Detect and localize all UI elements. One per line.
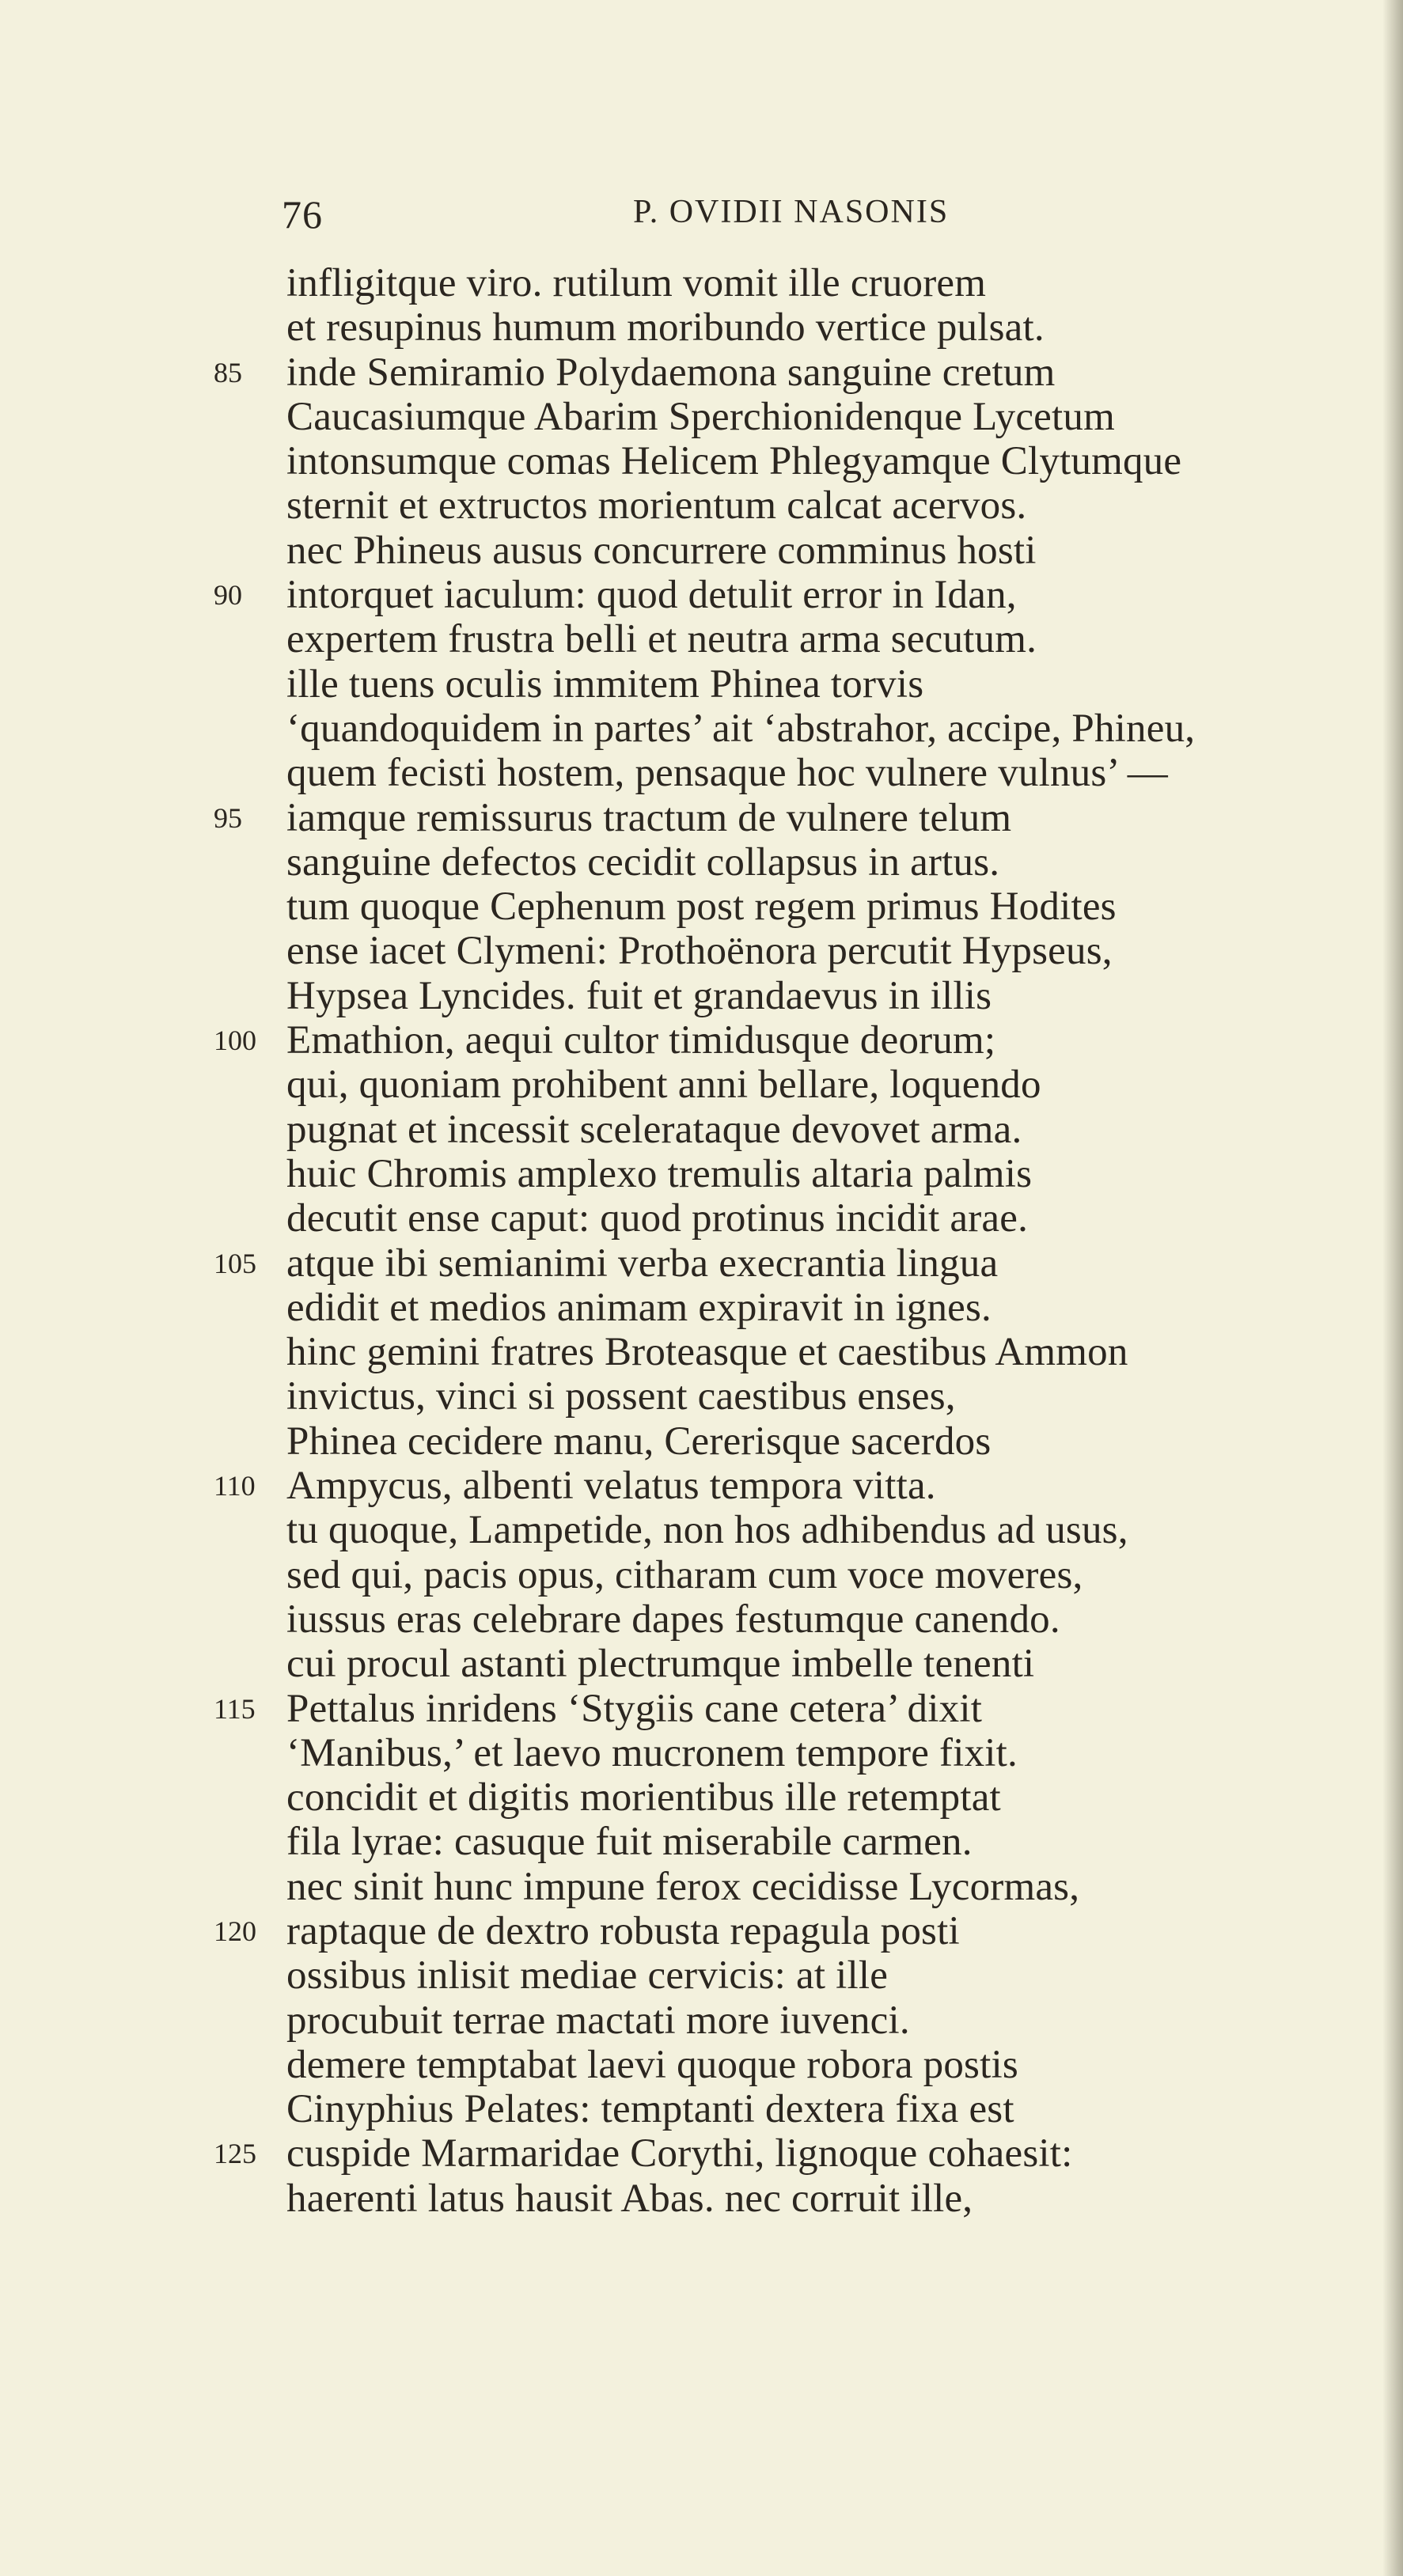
verse-line bbox=[0, 1687, 1403, 1731]
line-number: 105 bbox=[214, 1247, 256, 1279]
verse-text: nec sinit hunc impune ferox cecidisse Lycormas, bbox=[286, 1864, 1080, 1909]
verse-text: ossibus inlisit mediae cervicis: at ille bbox=[286, 1953, 889, 1998]
verse-text: sed qui, pacis opus, citharam cum voce moveres, bbox=[286, 1552, 1083, 1597]
verse-text: ‘quandoquidem in partes’ ait ‘abstrahor, accipe, Phineu, bbox=[286, 706, 1196, 751]
verse-text: Hypsea Lyncides. fuit et grandaevus in illis bbox=[286, 973, 992, 1018]
verse-line bbox=[0, 796, 1403, 840]
running-title: P. OVIDII NASONIS bbox=[633, 194, 950, 230]
verse-text: cuspide Marmaridae Corythi, lignoque cohaesit: bbox=[286, 2131, 1073, 2176]
verse-text: sanguine defectos cecidit collapsus in artus. bbox=[286, 839, 1000, 885]
verse-text: sternit et extructos morientum calcat acervos. bbox=[286, 483, 1027, 528]
line-number: 95 bbox=[214, 801, 242, 834]
verse-text: iamque remissurus tractum de vulnere telum bbox=[286, 795, 1012, 840]
line-number: 85 bbox=[214, 356, 242, 388]
verse-text: hinc gemini fratres Broteasque et caestibus Ammon bbox=[286, 1330, 1128, 1375]
verse-text: Ampycus, albenti velatus tempora vitta. bbox=[286, 1464, 936, 1509]
verse-text: concidit et digitis morientibus ille retemptat bbox=[286, 1775, 1001, 1820]
verse-line bbox=[0, 751, 1403, 795]
verse-line bbox=[0, 885, 1403, 929]
verse-line bbox=[0, 1820, 1403, 1864]
verse-text: invictus, vinci si possent caestibus enses, bbox=[286, 1374, 956, 1419]
verse-line bbox=[0, 707, 1403, 751]
line-number: 115 bbox=[214, 1692, 256, 1725]
verse-line bbox=[0, 1597, 1403, 1642]
verse-text: Emathion, aequi cultor timidusque deorum; bbox=[286, 1018, 996, 1063]
verse-text: fila lyrae: casuque fuit miserabile carmen. bbox=[286, 1820, 973, 1865]
verse-text: expertem frustra belli et neutra arma secutum. bbox=[286, 617, 1037, 662]
verse-line bbox=[0, 1152, 1403, 1196]
verse-line bbox=[0, 840, 1403, 885]
verse-text: cui procul astanti plectrumque imbelle tenenti bbox=[286, 1642, 1035, 1687]
line-number: 110 bbox=[214, 1470, 256, 1502]
verse-line bbox=[0, 974, 1403, 1018]
verse-text: intonsumque comas Helicem Phlegyamque Clytumque bbox=[286, 439, 1182, 484]
verse-text: tum quoque Cephenum post regem primus Hodites bbox=[286, 885, 1117, 930]
verse-line bbox=[0, 1419, 1403, 1464]
verse-text: edidit et medios animam expiravit in ignes. bbox=[286, 1285, 992, 1330]
verse-block bbox=[0, 261, 1403, 2221]
page-number: 76 bbox=[282, 192, 323, 237]
verse-text: qui, quoniam prohibent anni bellare, loquendo bbox=[286, 1063, 1041, 1108]
verse-text: intorquet iaculum: quod detulit error in Idan, bbox=[286, 573, 1017, 618]
verse-text: huic Chromis amplexo tremulis altaria palmis bbox=[286, 1151, 1033, 1196]
verse-line bbox=[0, 573, 1403, 617]
verse-line bbox=[0, 2131, 1403, 2176]
verse-text: pugnat et incessit scelerataque devovet arma. bbox=[286, 1107, 1022, 1152]
verse-line bbox=[0, 662, 1403, 707]
verse-line bbox=[0, 1330, 1403, 1374]
verse-line bbox=[0, 1731, 1403, 1775]
verse-line bbox=[0, 483, 1403, 528]
verse-text: tu quoque, Lampetide, non hos adhibendus ad usus, bbox=[286, 1508, 1128, 1553]
verse-line bbox=[0, 1108, 1403, 1152]
verse-text: Phinea cecidere manu, Cererisque sacerdos bbox=[286, 1419, 992, 1464]
verse-text: nec Phineus ausus concurrere comminus hosti bbox=[286, 528, 1037, 573]
verse-line bbox=[0, 2043, 1403, 2087]
line-number: 125 bbox=[214, 2138, 256, 2170]
line-number: 100 bbox=[214, 1025, 256, 1057]
running-header bbox=[0, 191, 1403, 247]
verse-line bbox=[0, 528, 1403, 573]
verse-line bbox=[0, 439, 1403, 483]
verse-text: raptaque de dextro robusta repagula posti bbox=[286, 1908, 960, 1953]
verse-text: Caucasiumque Abarim Sperchionidenque Lycetum bbox=[286, 394, 1115, 439]
verse-line bbox=[0, 2087, 1403, 2131]
verse-text: ense iacet Clymeni: Prothoënora percutit Hypseus, bbox=[286, 929, 1113, 974]
verse-text: procubuit terrae mactati more iuvenci. bbox=[286, 1998, 910, 2043]
line-number: 90 bbox=[214, 579, 242, 612]
verse-text: iussus eras celebrare dapes festumque canendo. bbox=[286, 1597, 1060, 1642]
verse-text: demere temptabat laevi quoque robora postis bbox=[286, 2042, 1018, 2087]
verse-text: Cinyphius Pelates: temptanti dextera fixa est bbox=[286, 2087, 1014, 2132]
verse-line bbox=[0, 350, 1403, 395]
verse-line bbox=[0, 1909, 1403, 1953]
verse-line bbox=[0, 1775, 1403, 1820]
verse-text: infligitque viro. rutilum vomit ille cruorem bbox=[286, 261, 987, 305]
verse-line bbox=[0, 1865, 1403, 1909]
verse-line bbox=[0, 1464, 1403, 1508]
verse-line bbox=[0, 395, 1403, 439]
verse-text: inde Semiramio Polydaemona sanguine cretum bbox=[286, 350, 1056, 395]
verse-line bbox=[0, 1196, 1403, 1241]
verse-line bbox=[0, 1553, 1403, 1597]
verse-text: ille tuens oculis immitem Phinea torvis bbox=[286, 661, 924, 707]
verse-line bbox=[0, 2176, 1403, 2221]
verse-text: ‘Manibus,’ et laevo mucronem tempore fixit. bbox=[286, 1730, 1018, 1775]
verse-text: haerenti latus hausit Abas. nec corruit ille, bbox=[286, 2176, 973, 2221]
verse-line bbox=[0, 1642, 1403, 1686]
line-number: 120 bbox=[214, 1915, 256, 1947]
verse-line bbox=[0, 1508, 1403, 1552]
verse-text: quem fecisti hostem, pensaque hoc vulnere vulnus’ — bbox=[286, 751, 1168, 796]
verse-line bbox=[0, 1241, 1403, 1286]
verse-line bbox=[0, 617, 1403, 661]
verse-line bbox=[0, 1286, 1403, 1330]
verse-text: decutit ense caput: quod protinus incidit arae. bbox=[286, 1196, 1029, 1241]
verse-line bbox=[0, 1018, 1403, 1063]
verse-line bbox=[0, 1374, 1403, 1419]
verse-line bbox=[0, 1998, 1403, 2043]
verse-line bbox=[0, 261, 1403, 305]
verse-line bbox=[0, 305, 1403, 350]
verse-line bbox=[0, 1953, 1403, 1998]
verse-line bbox=[0, 1063, 1403, 1107]
verse-text: Pettalus inridens ‘Stygiis cane cetera’ dixit bbox=[286, 1686, 983, 1731]
verse-line bbox=[0, 929, 1403, 973]
verse-text: et resupinus humum moribundo vertice pulsat. bbox=[286, 305, 1045, 350]
verse-text: atque ibi semianimi verba execrantia lingua bbox=[286, 1241, 999, 1286]
